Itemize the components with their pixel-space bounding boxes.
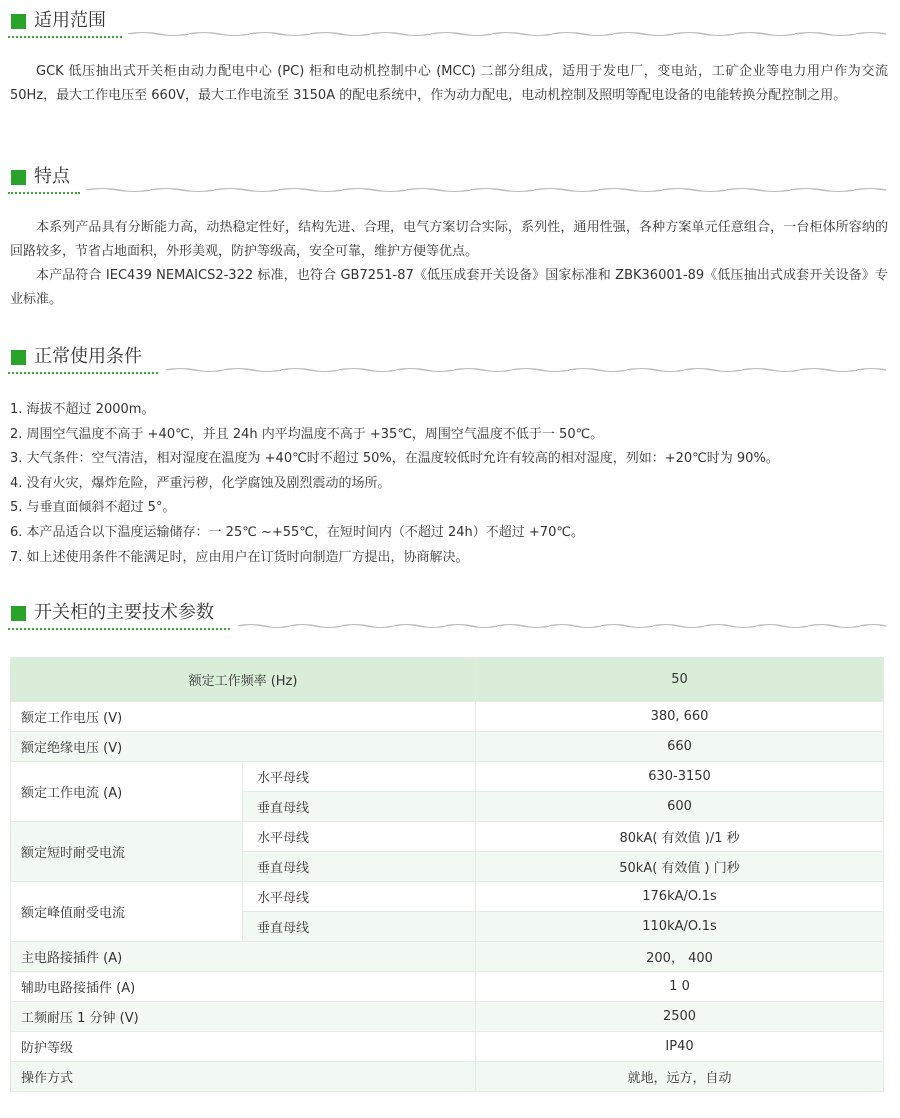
param-value: 80kA( 有效值 )/1 秒 bbox=[476, 822, 884, 852]
table-row bbox=[11, 822, 884, 852]
wavy-divider bbox=[238, 622, 886, 630]
section-title: 适用范围 bbox=[34, 10, 106, 31]
features-text-1: 本系列产品具有分断能力高，动热稳定性好，结构先进、合理，电气方案切合实际，系列性，通用性强，各种方案单元任意组合，一台柜体所容纳的回路较多，节省占地面积，外形美观，防护等级高，安全可靠，维护方便等优点。 bbox=[10, 220, 888, 259]
section-header-params bbox=[0, 598, 900, 628]
param-value: 660 bbox=[476, 732, 884, 762]
table-header-label: 额定工作频率 (Hz) bbox=[11, 658, 476, 702]
table-row bbox=[11, 1002, 884, 1032]
features-paragraph bbox=[10, 216, 888, 312]
list-item: 5. 与垂直面倾斜不超过 5°。 bbox=[10, 500, 176, 516]
wavy-divider bbox=[86, 186, 886, 194]
param-value: 380, 660 bbox=[476, 702, 884, 732]
title-underline bbox=[8, 628, 230, 630]
section-title: 正常使用条件 bbox=[34, 346, 142, 367]
param-value: 600 bbox=[476, 792, 884, 822]
section-title: 特点 bbox=[34, 166, 70, 187]
spec-table bbox=[10, 657, 884, 1092]
section-header-features bbox=[0, 162, 900, 192]
param-label: 额定工作电压 (V) bbox=[11, 702, 476, 732]
section-bullet-icon bbox=[11, 350, 26, 365]
param-value: 50kA( 有效值 ) 门秒 bbox=[476, 852, 884, 882]
param-label: 额定峰值耐受电流 bbox=[11, 882, 243, 942]
section-title: 开关柜的主要技术参数 bbox=[34, 602, 214, 623]
table-row bbox=[11, 1032, 884, 1062]
table-row bbox=[11, 1062, 884, 1092]
param-value: 200， 400 bbox=[476, 942, 884, 972]
param-label: 防护等级 bbox=[11, 1032, 476, 1062]
scope-text: GCK 低压抽出式开关柜由动力配电中心 (PC) 柜和电动机控制中心 (MCC) 二部分组成，适用于发电厂，变电站，工矿企业等电力用户作为交流 50Hz，最大工作电压至 660V，最大工作电流至 3150A 的配电系统中，作为动力配电，电动机控制及照明等配电设备的电能转换分配控制之用。 bbox=[10, 64, 888, 103]
list-item: 7. 如上述使用条件不能满足时，应由用户在订货时向制造厂方提出，协商解决。 bbox=[10, 549, 469, 565]
features-text-2: 本产品符合 IEC439 NEMAICS2-322 标准，也符合 GB7251-87《低压成套开关设备》国家标准和 ZBK36001-89《低压抽出式成套开关设备》专业标准。 bbox=[10, 268, 888, 307]
param-label: 额定工作电流 (A) bbox=[11, 762, 243, 822]
table-row bbox=[11, 702, 884, 732]
conditions-list bbox=[10, 398, 890, 570]
param-value: 2500 bbox=[476, 1002, 884, 1032]
section-bullet-icon bbox=[11, 14, 26, 29]
list-item: 1. 海拔不超过 2000m。 bbox=[10, 402, 155, 417]
param-label: 主电路接插件 (A) bbox=[11, 942, 476, 972]
section-header-conditions bbox=[0, 342, 900, 372]
wavy-divider bbox=[128, 30, 886, 38]
section-bullet-icon bbox=[11, 606, 26, 621]
list-item: 2. 周围空气温度不高于 +40℃，并且 24h 内平均温度不高于 +35℃，周围空气温度不低于一 50℃。 bbox=[10, 426, 604, 442]
param-value: 就地，远方，自动 bbox=[476, 1062, 884, 1092]
param-label: 工频耐压 1 分钟 (V) bbox=[11, 1002, 476, 1032]
title-underline bbox=[8, 372, 158, 374]
param-label: 额定绝缘电压 (V) bbox=[11, 732, 476, 762]
title-underline bbox=[8, 192, 80, 194]
wavy-divider bbox=[166, 366, 886, 374]
param-value: 110kA/O.1s bbox=[476, 912, 884, 942]
table-row bbox=[11, 972, 884, 1002]
section-bullet-icon bbox=[11, 170, 26, 185]
section-header-scope bbox=[0, 6, 900, 36]
param-value: IP40 bbox=[476, 1032, 884, 1062]
title-underline bbox=[8, 36, 122, 38]
param-label: 辅助电路接插件 (A) bbox=[11, 972, 476, 1002]
param-value: 176kA/O.1s bbox=[476, 882, 884, 912]
param-sublabel: 水平母线 bbox=[243, 822, 476, 852]
table-row bbox=[11, 882, 884, 912]
param-label: 额定短时耐受电流 bbox=[11, 822, 243, 882]
list-item: 6. 本产品适合以下温度运输储存：一 25℃ ~+55℃，在短时间内（不超过 24h）不超过 +70℃。 bbox=[10, 524, 584, 540]
param-value: 630-3150 bbox=[476, 762, 884, 792]
param-sublabel: 垂直母线 bbox=[243, 792, 476, 822]
param-sublabel: 垂直母线 bbox=[243, 912, 476, 942]
table-row bbox=[11, 732, 884, 762]
scope-paragraph bbox=[10, 60, 888, 108]
param-value: 1 0 bbox=[476, 972, 884, 1002]
param-sublabel: 垂直母线 bbox=[243, 852, 476, 882]
param-label: 操作方式 bbox=[11, 1062, 476, 1092]
table-header-row bbox=[11, 658, 884, 702]
table-header-value: 50 bbox=[476, 658, 884, 702]
param-sublabel: 水平母线 bbox=[243, 882, 476, 912]
param-sublabel: 水平母线 bbox=[243, 762, 476, 792]
table-row bbox=[11, 942, 884, 972]
list-item: 4. 没有火灾，爆炸危险，严重污秽，化学腐蚀及剧烈震动的场所。 bbox=[10, 475, 391, 491]
table-row bbox=[11, 762, 884, 792]
list-item: 3. 大气条件：空气清洁，相对湿度在温度为 +40℃时不超过 50%，在温度较低时允许有较高的相对湿度，列如：+20℃时为 90%。 bbox=[10, 451, 779, 467]
